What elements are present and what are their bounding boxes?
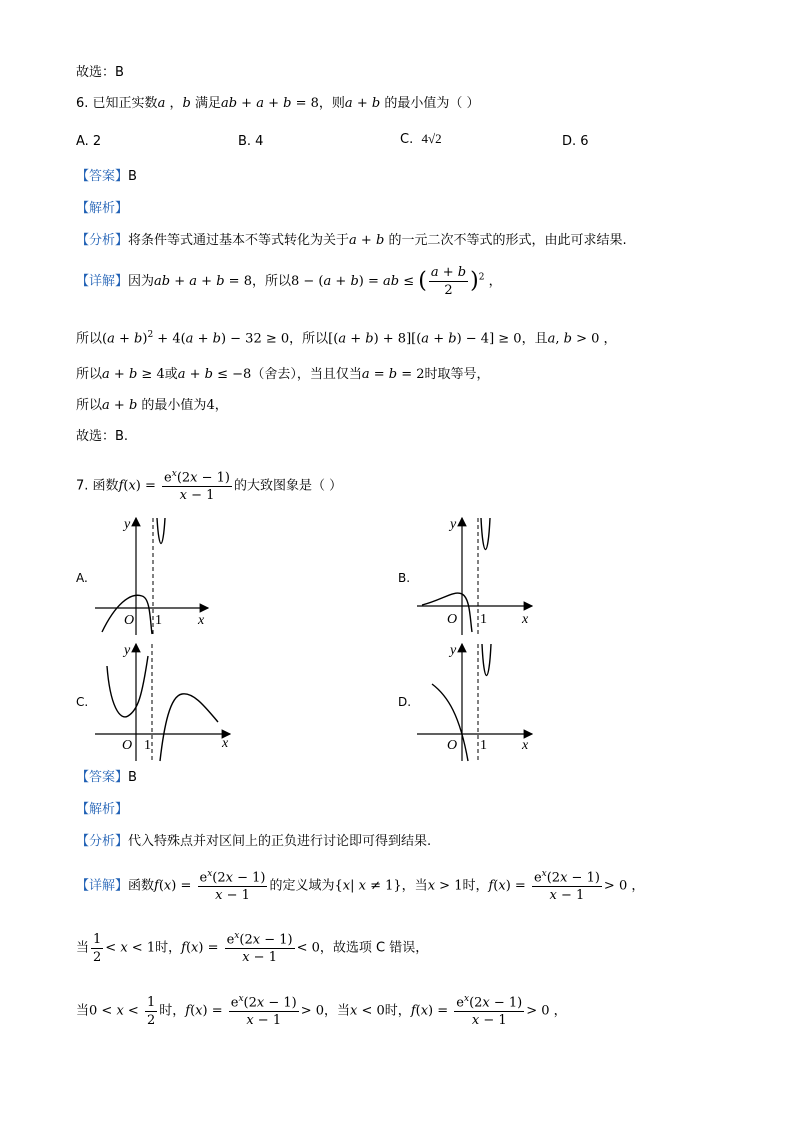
curve-right	[157, 518, 165, 544]
so-line-3: 所以a + b 的最小值为4，	[76, 398, 228, 413]
detail-7-line-2-text-c: ，故选项 C 错误，	[319, 940, 429, 956]
y-label: y	[450, 517, 457, 532]
so-line-1-text: 所以	[76, 331, 103, 347]
so-line-2-text-c: （舍去），当且仅当	[251, 367, 362, 382]
fenxi-tag: 【分析】	[76, 233, 129, 248]
question-6: 6. 已知正实数a ，b 满足ab + a + b = 8，则a + b 的最小值为（ ）	[76, 96, 480, 111]
curve-left	[107, 656, 148, 717]
q7-text: 函数	[92, 478, 119, 494]
detail-7-line-2: 当 $\frac{1}{2}$ < x < 1时，f(x) = $\frac{e^x(2x - 1)}{x - 1}$ < 0，故选项 C 错误，	[76, 931, 429, 966]
so-line-3-text-b: 的最小值为	[141, 398, 207, 413]
origin-label: O	[124, 613, 135, 628]
q6-text-d: 的最小值为（ ）	[384, 96, 480, 111]
one-label: 1	[155, 613, 162, 628]
x-label: x	[198, 613, 205, 628]
xiangjie-tag: 【详解】	[76, 878, 129, 894]
detail-7-text: 函数	[128, 878, 155, 894]
fenxi-7	[76, 835, 431, 848]
q6-number: 6.	[76, 96, 89, 111]
detail-7-line-3-text-c: ，当	[324, 1003, 351, 1019]
answer-tag: 【答案】	[76, 169, 129, 184]
q7-number: 7.	[76, 478, 89, 494]
detail-7-line-3-text-b: 时，	[159, 1003, 186, 1019]
origin-label: O	[447, 612, 458, 627]
detail-7-text-b: 的定义域为	[269, 878, 335, 894]
fenxi-6-text: 将条件等式通过基本不等式转化为关于	[128, 233, 350, 248]
so-line-1: 所以$(a + b)^2 + 4(a + b) - 32 \ge 0$，所以[(a + b) + 8][(a + b) − 4] ≥ 0，且a, b > 0 ，	[76, 330, 617, 347]
fenxi-6-text-b: 的一元二次不等式的形式，由此可求结果.	[388, 233, 627, 248]
curve-right	[160, 694, 218, 761]
origin-label: O	[122, 738, 133, 753]
graph-label-c[interactable]: C.	[76, 695, 89, 709]
detail-7-line-2-text-b: 时，	[155, 940, 182, 956]
question-7: 7. 函数f(x) = $\frac{e^x(2x - 1)}{x - 1}$ 的大致图象是（ ）	[76, 469, 343, 504]
graph-label-b[interactable]: B.	[398, 571, 411, 585]
graph-c[interactable]	[90, 636, 240, 766]
detail-6-text-b: ，所以	[251, 274, 291, 289]
x-label: x	[522, 738, 529, 753]
answer-7-value: B	[128, 770, 137, 785]
detail-6-text: 因为	[128, 274, 155, 289]
jiexi-tag-7: 【解析】	[76, 802, 129, 817]
q6-text: 已知正实数	[92, 96, 158, 111]
detail-7: 【详解】函数f(x) = $\frac{e^x(2x - 1)}{x - 1}$ 的定义域为{x| x ≠ 1}，当x > 1时，f(x) = $\frac{e^x(2x - 1)}{x - 1}$ > 0 ，	[76, 869, 645, 904]
one-label: 1	[144, 738, 151, 753]
xiangjie-tag: 【详解】	[76, 274, 129, 289]
fenxi-6: 【分析】将条件等式通过基本不等式转化为关于a + b 的一元二次不等式的形式，由此可求结果.	[76, 233, 627, 248]
detail-7-text-c: ，当	[401, 878, 428, 894]
prev-answer: 故选：B	[76, 65, 124, 80]
graph-label-a[interactable]: A.	[76, 571, 88, 585]
option-a[interactable]: A. 2	[76, 134, 102, 149]
q6-text-c: ，则	[318, 96, 345, 111]
answer-6	[76, 170, 137, 183]
detail-7-line-3-text-d: 时，	[384, 1003, 411, 1019]
answer-7	[76, 771, 137, 784]
graph-b[interactable]	[412, 510, 542, 640]
curve-right	[482, 644, 491, 676]
so-line-1-text-c: ，且	[521, 331, 548, 347]
jiexi-tag-6: 【解析】	[76, 201, 129, 216]
answer-6-value: B	[128, 169, 137, 184]
graph-label-d[interactable]: D.	[398, 695, 412, 709]
graph-a[interactable]	[90, 510, 220, 640]
curve-right	[481, 518, 490, 550]
graph-d[interactable]	[412, 636, 542, 766]
so-line-1-text-b: ，所以	[289, 331, 329, 347]
option-c-label: C.	[400, 132, 414, 147]
q6-text-b: 满足	[194, 96, 221, 111]
fenxi-7-text: 代入特殊点并对区间上的正负进行讨论即可得到结果.	[128, 834, 432, 849]
so-line-2-text: 所以	[76, 367, 103, 382]
one-label: 1	[480, 738, 487, 753]
option-d[interactable]: D. 6	[562, 134, 589, 149]
answer-tag: 【答案】	[76, 770, 129, 785]
end-6: 故选：B.	[76, 429, 129, 444]
so-line-2-text-b: 或	[164, 367, 178, 382]
detail-7-line-3-text: 当	[76, 1003, 90, 1019]
y-label: y	[450, 643, 457, 658]
x-label: x	[222, 736, 229, 751]
option-b[interactable]: B. 4	[238, 134, 264, 149]
so-line-3-text: 所以	[76, 398, 103, 413]
one-label: 1	[480, 612, 487, 627]
q7-text-b: 的大致图象是（ ）	[234, 478, 343, 494]
detail-7-line-2-text: 当	[76, 940, 90, 956]
detail-7-line-3: 当0 < x < $\frac{1}{2}$ 时，f(x) = $\frac{e^x(2x - 1)}{x - 1}$ > 0，当x < 0时，f(x) = $\frac{e^x(2x - 1)}{x - 1}$ > 0 ，	[76, 994, 567, 1029]
fenxi-tag: 【分析】	[76, 834, 129, 849]
option-c[interactable]: C. 4√2	[400, 131, 442, 147]
so-line-2-text-d: 时取等号，	[424, 367, 490, 382]
so-line-2: 所以a + b ≥ 4或a + b ≤ −8（舍去），当且仅当a = b = 2时取等号，	[76, 367, 490, 382]
origin-label: O	[447, 738, 458, 753]
detail-7-text-d: 时，	[462, 878, 489, 894]
x-label: x	[522, 612, 529, 627]
so-line-3-text-c: ，	[214, 398, 228, 413]
y-label: y	[124, 643, 131, 658]
detail-6: 【详解】因为ab + a + b = 8，所以8 − (a + b) = ab ≤ ( $\frac{a + b}{2}$ )$^2$ ，	[76, 265, 502, 298]
y-label: y	[124, 517, 131, 532]
